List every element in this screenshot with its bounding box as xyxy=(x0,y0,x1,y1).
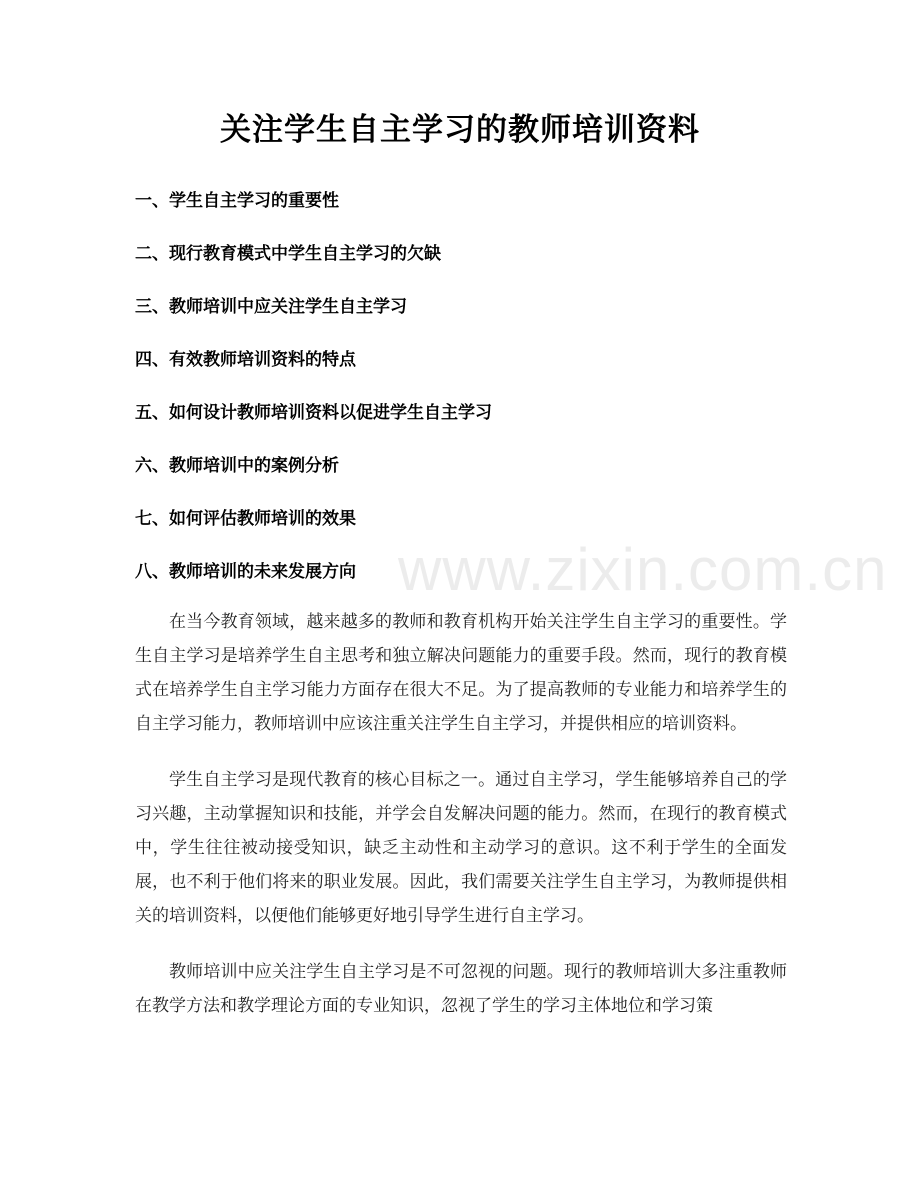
toc-item: 三、教师培训中应关注学生自主学习 xyxy=(135,297,407,317)
paragraph: 在当今教育领域，越来越多的教师和教育机构开始关注学生自主学习的重要性。学生自主学习是培养学生自主思考和独立解决问题能力的重要手段。然而，现行的教育模式在培养学生自主学习能力方面存在很大不足。为了提高教师的专业能力和培养学生的自主学习能力，教师培训中应该注重关注学生自主学习，并提供相应的培训资料。 xyxy=(135,612,787,734)
toc-item: 五、如何设计教师培训资料以促进学生自主学习 xyxy=(135,403,492,423)
watermark: www.zixin.com.cn xyxy=(398,536,888,603)
table-of-contents xyxy=(135,186,795,610)
toc-item: 六、教师培训中的案例分析 xyxy=(135,456,339,476)
document-title: 关注学生自主学习的教师培训资料 xyxy=(220,112,700,148)
toc-item: 二、现行教育模式中学生自主学习的欠缺 xyxy=(135,244,441,264)
toc-item: 七、如何评估教师培训的效果 xyxy=(135,509,356,529)
toc-item: 八、教师培训的未来发展方向 xyxy=(135,562,356,582)
toc-item: 一、学生自主学习的重要性 xyxy=(135,191,339,211)
body-text xyxy=(135,605,787,1045)
toc-item: 四、有效教师培训资料的特点 xyxy=(135,350,356,370)
paragraph: 教师培训中应关注学生自主学习是不可忽视的问题。现行的教师培训大多注重教师在教学方法和教学理论方面的专业知识，忽视了学生的学习主体地位和学习策 xyxy=(135,962,787,1016)
paragraph: 学生自主学习是现代教育的核心目标之一。通过自主学习，学生能够培养自己的学习兴趣，主动掌握知识和技能，并学会自发解决问题的能力。然而，在现行的教育模式中，学生往往被动接受知识，缺乏主动性和主动学习的意识。这不利于学生的全面发展，也不利于他们将来的职业发展。因此，我们需要关注学生自主学习，为教师提供相关的培训资料，以便他们能够更好地引导学生进行自主学习。 xyxy=(135,770,787,926)
